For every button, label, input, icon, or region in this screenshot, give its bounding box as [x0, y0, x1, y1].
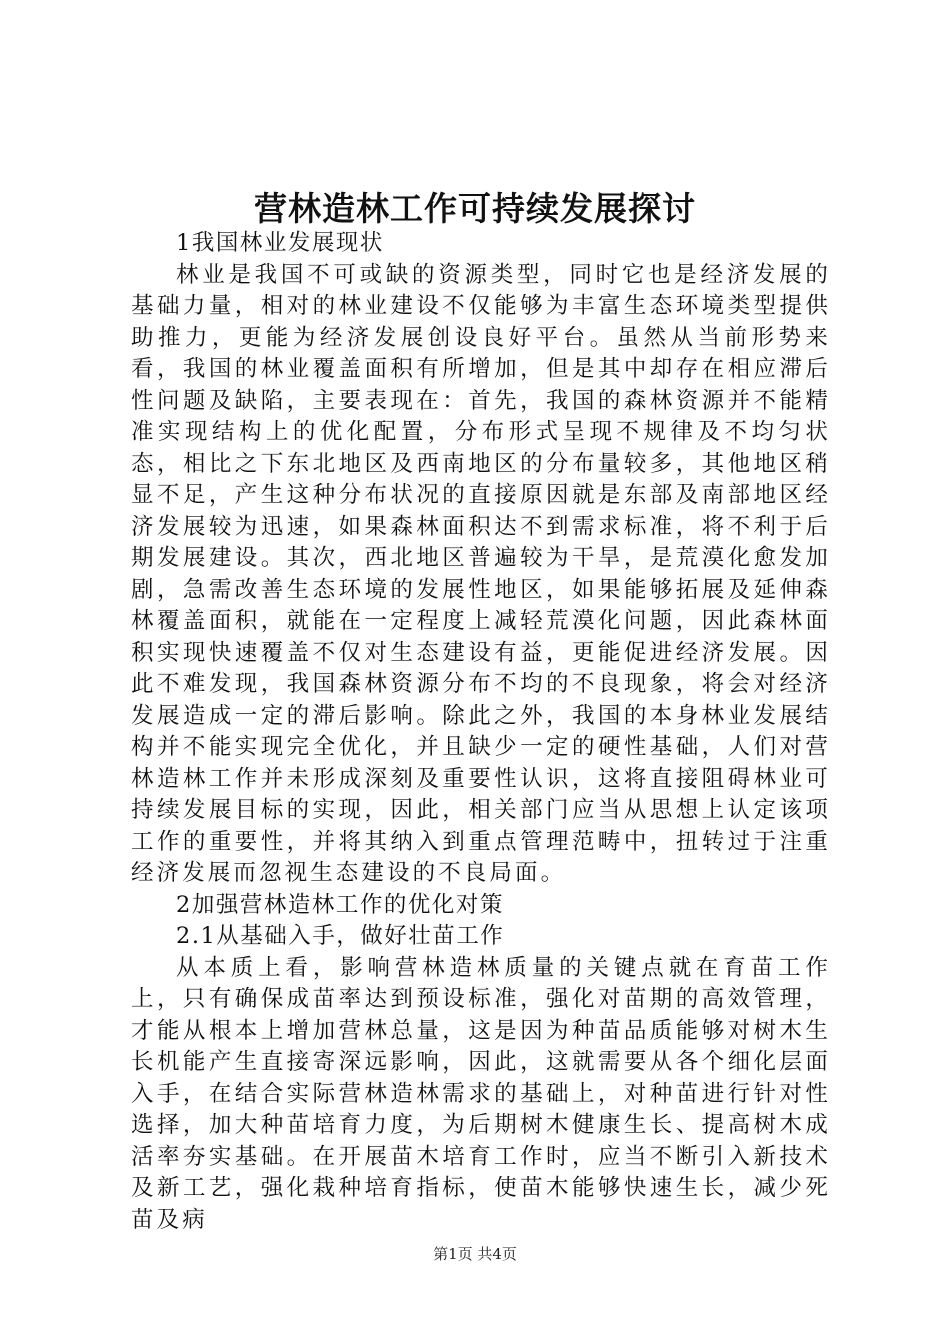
- section-heading-1: 1我国林业发展现状: [176, 230, 384, 256]
- document-body: [131, 228, 831, 1236]
- page-number-footer: 第1页 共4页: [433, 1245, 517, 1263]
- document-title: 营林造林工作可持续发展探讨: [254, 189, 696, 228]
- subsection-heading-2-1: 2.1从基础入手，做好壮苗工作: [176, 923, 505, 949]
- paragraph-seedling-work: 从本质上看，影响营林造林质量的关键点就在育苗工作上，只有确保成苗率达到预设标准，强化对苗期的高效管理，才能从根本上增加营林总量，这是因为种苗品质能够对树木生长机能产生直接寄深远影响，因此，这就需要从各个细化层面入手，在结合实际营林造林需求的基础上，对种苗进行针对性选择，加大种苗培育力度，为后期树木健康生长、提高树木成活率夯实基础。在开展苗木培育工作时，应当不断引入新技术及新工艺，强化栽种培育指标，使苗木能够快速生长，减少死苗及病: [131, 954, 831, 1233]
- section-heading-2: 2加强营林造林工作的优化对策: [176, 891, 504, 918]
- paragraph-forestry-status: 林业是我国不可或缺的资源类型，同时它也是经济发展的基础力量，相对的林业建设不仅能够为丰富生态环境类型提供助推力，更能为经济发展创设良好平台。虽然从当前形势来看，我国的林业覆盖面积有所增加，但是其中却存在相应滞后性问题及缺陷，主要表现在：首先，我国的森林资源并不能精准实现结构上的优化配置，分布形式呈现不规律及不均匀状态，相比之下东北地区及西南地区的分布量较多，其他地区稍显不足，产生这种分布状况的直接原因就是东部及南部地区经济发展较为迅速，如果森林面积达不到需求标准，将不利于后期发展建设。其次，西北地区普遍较为干旱，是荒漠化愈发加剧，急需改善生态环境的发展性地区，如果能够拓展及延伸森林覆盖面积，就能在一定程度上减轻荒漠化问题，因此森林面积实现快速覆盖不仅对生态建设有益，更能促进经济发展。因此不难发现，我国森林资源分布不均的不良现象，将会对经济发展造成一定的滞后影响。除此之外，我国的本身林业发展结构并不能实现完全优化，并且缺少一定的硬性基础，人们对营林造林工作并未形成深刻及重要性认识，这将直接阻碍林业可持续发展目标的实现，因此，相关部门应当从思想上认定该项工作的重要性，并将其纳入到重点管理范畴中，扭转过于注重经济发展而忽视生态建设的不良局面。: [131, 261, 831, 886]
